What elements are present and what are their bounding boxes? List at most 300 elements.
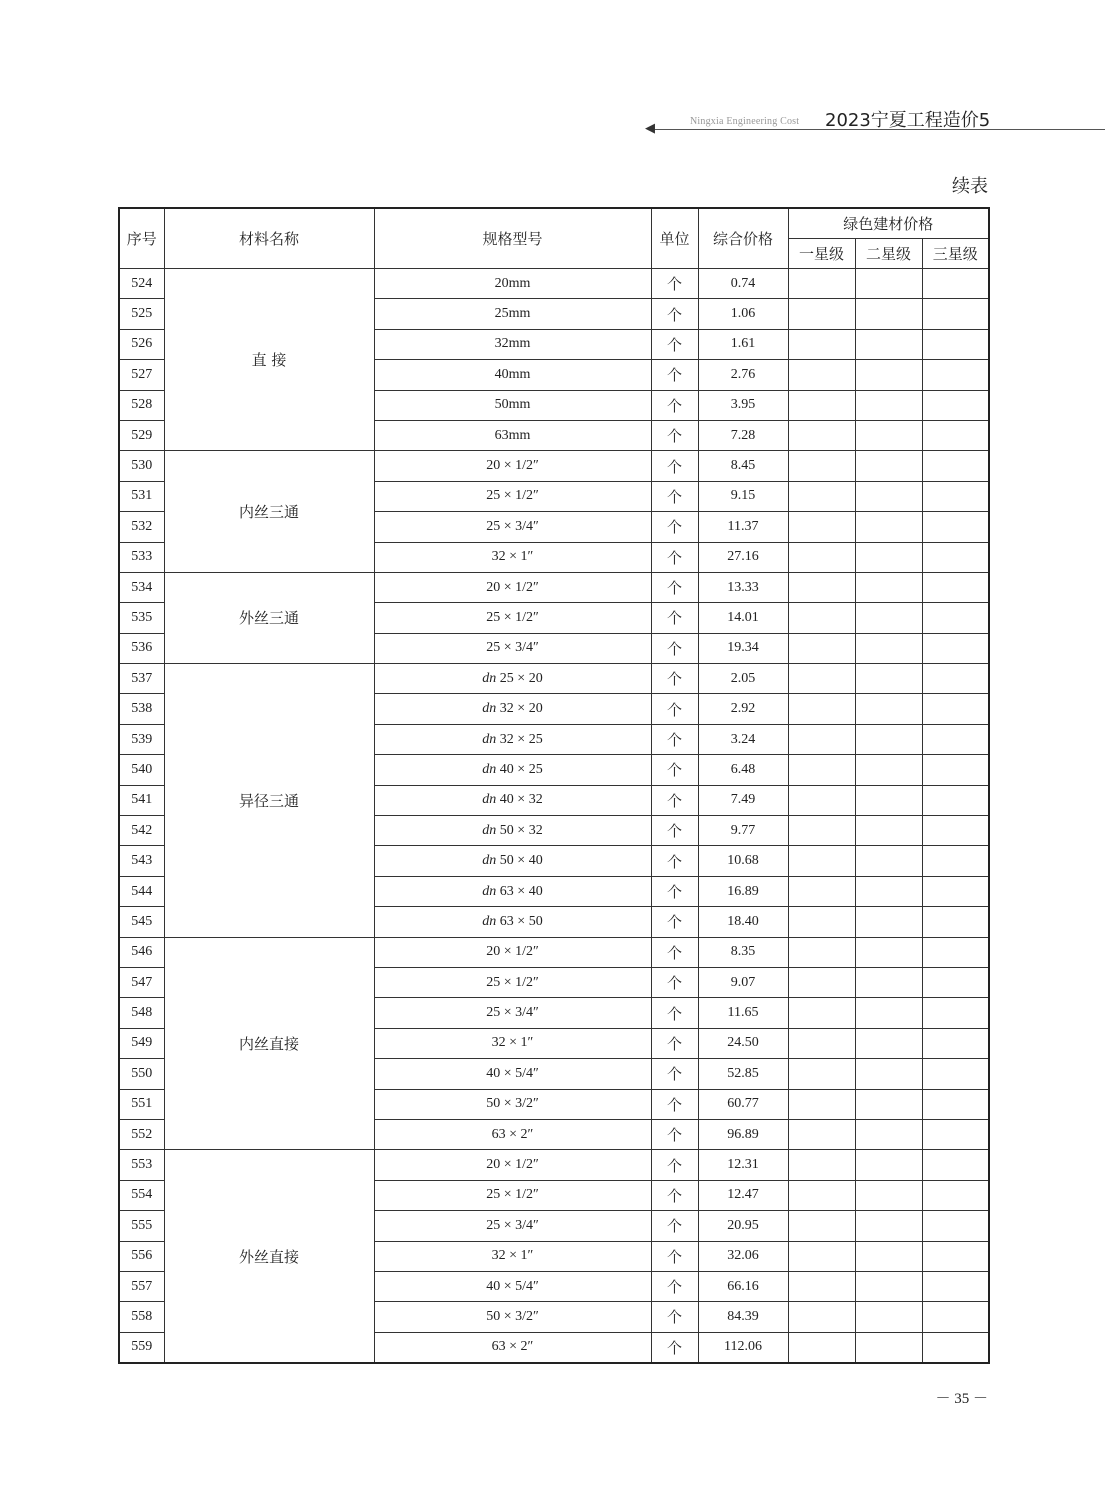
- cell-price: 112.06: [698, 1332, 788, 1363]
- cell-star1: [788, 937, 855, 967]
- cell-unit: 个: [651, 542, 698, 572]
- cell-unit: 个: [651, 1271, 698, 1301]
- cell-unit: 个: [651, 269, 698, 299]
- col-header-seq: 序号: [119, 208, 164, 269]
- cell-star3: [922, 481, 989, 511]
- cell-seq: 540: [119, 755, 164, 785]
- cell-star1: [788, 1059, 855, 1089]
- cell-price: 2.92: [698, 694, 788, 724]
- cell-unit: 个: [651, 998, 698, 1028]
- cell-unit: 个: [651, 1302, 698, 1332]
- cell-unit: 个: [651, 1089, 698, 1119]
- cell-star3: [922, 1180, 989, 1210]
- cell-unit: 个: [651, 420, 698, 450]
- spec-prefix: dn: [482, 670, 497, 686]
- cell-unit: 个: [651, 299, 698, 329]
- cell-star1: [788, 1332, 855, 1363]
- table-row: [119, 937, 989, 967]
- spec-value: 25 × 1/2″: [486, 974, 539, 990]
- cell-price: 1.61: [698, 329, 788, 359]
- cell-spec: [374, 1271, 651, 1301]
- cell-star2: [855, 1119, 922, 1149]
- cell-spec: [374, 1119, 651, 1149]
- spec-prefix: dn: [482, 731, 497, 747]
- cell-star2: [855, 1241, 922, 1271]
- cell-spec: [374, 572, 651, 602]
- cell-star3: [922, 1150, 989, 1180]
- cell-star1: [788, 420, 855, 450]
- spec-value: 40mm: [494, 366, 531, 382]
- cell-star3: [922, 390, 989, 420]
- cell-price: 32.06: [698, 1241, 788, 1271]
- cell-seq: 552: [119, 1119, 164, 1149]
- cell-unit: 个: [651, 816, 698, 846]
- cell-price: 12.31: [698, 1150, 788, 1180]
- spec-value: 25 × 3/4″: [486, 518, 539, 534]
- table-row: [119, 451, 989, 481]
- spec-value: 63 × 2″: [491, 1126, 534, 1142]
- cell-star2: [855, 1180, 922, 1210]
- cell-seq: 558: [119, 1302, 164, 1332]
- cell-unit: 个: [651, 755, 698, 785]
- cell-star3: [922, 664, 989, 694]
- cell-star2: [855, 1271, 922, 1301]
- cell-spec: [374, 724, 651, 754]
- cell-price: 19.34: [698, 633, 788, 663]
- cell-unit: 个: [651, 876, 698, 906]
- cell-price: 1.06: [698, 299, 788, 329]
- cell-seq: 542: [119, 816, 164, 846]
- cell-price: 14.01: [698, 603, 788, 633]
- cell-price: 8.45: [698, 451, 788, 481]
- cell-star1: [788, 542, 855, 572]
- cell-unit: 个: [651, 329, 698, 359]
- table-row: [119, 572, 989, 602]
- cell-star2: [855, 420, 922, 450]
- cell-star3: [922, 329, 989, 359]
- cell-spec: [374, 816, 651, 846]
- cell-star3: [922, 451, 989, 481]
- spec-prefix: dn: [482, 822, 497, 838]
- cell-unit: 个: [651, 937, 698, 967]
- cell-unit: 个: [651, 633, 698, 663]
- cell-spec: [374, 1241, 651, 1271]
- cell-spec: [374, 1302, 651, 1332]
- cell-spec: [374, 1180, 651, 1210]
- cell-seq: 533: [119, 542, 164, 572]
- cell-price: 20.95: [698, 1211, 788, 1241]
- cell-star1: [788, 876, 855, 906]
- col-header-price: 综合价格: [698, 208, 788, 269]
- cell-seq: 548: [119, 998, 164, 1028]
- cell-star3: [922, 816, 989, 846]
- cell-star2: [855, 694, 922, 724]
- cell-spec: [374, 451, 651, 481]
- col-header-unit: 单位: [651, 208, 698, 269]
- cell-star1: [788, 998, 855, 1028]
- cell-unit: 个: [651, 846, 698, 876]
- spec-prefix: dn: [482, 853, 497, 869]
- spec-value: 40 × 5/4″: [486, 1278, 539, 1294]
- cell-spec: [374, 1332, 651, 1363]
- cell-seq: 553: [119, 1150, 164, 1180]
- cell-star1: [788, 846, 855, 876]
- cell-price: 7.49: [698, 785, 788, 815]
- cell-star2: [855, 633, 922, 663]
- cell-star2: [855, 329, 922, 359]
- cell-spec: [374, 299, 651, 329]
- cell-star1: [788, 603, 855, 633]
- spec-value: 25 × 3/4″: [486, 640, 539, 656]
- cell-star2: [855, 603, 922, 633]
- cell-star2: [855, 451, 922, 481]
- cell-unit: 个: [651, 967, 698, 997]
- cell-star1: [788, 390, 855, 420]
- price-table: [118, 207, 990, 1364]
- cell-seq: 535: [119, 603, 164, 633]
- cell-star3: [922, 1211, 989, 1241]
- cell-price: 3.24: [698, 724, 788, 754]
- cell-star2: [855, 1028, 922, 1058]
- spec-prefix: dn: [482, 883, 497, 899]
- cell-star3: [922, 1302, 989, 1332]
- cell-star1: [788, 1150, 855, 1180]
- cell-star2: [855, 876, 922, 906]
- cell-star3: [922, 603, 989, 633]
- cell-spec: [374, 1059, 651, 1089]
- cell-unit: 个: [651, 1332, 698, 1363]
- cell-seq: 539: [119, 724, 164, 754]
- cell-star2: [855, 542, 922, 572]
- cell-price: 7.28: [698, 420, 788, 450]
- spec-prefix: dn: [482, 761, 497, 777]
- cell-star2: [855, 907, 922, 937]
- spec-value: 25mm: [494, 306, 531, 322]
- cell-seq: 547: [119, 967, 164, 997]
- cell-star2: [855, 998, 922, 1028]
- cell-spec: [374, 1150, 651, 1180]
- cell-unit: 个: [651, 664, 698, 694]
- spec-value: 20mm: [494, 275, 531, 291]
- spec-value: 20 × 1/2″: [486, 458, 539, 474]
- col-header-star3: 三星级: [922, 239, 989, 269]
- cell-star2: [855, 299, 922, 329]
- cell-seq: 531: [119, 481, 164, 511]
- cell-star2: [855, 785, 922, 815]
- table-row: [119, 1150, 989, 1180]
- spec-value: 32 × 25: [496, 731, 543, 747]
- cell-star1: [788, 1119, 855, 1149]
- cell-unit: 个: [651, 1119, 698, 1149]
- cell-star2: [855, 512, 922, 542]
- cell-seq: 551: [119, 1089, 164, 1119]
- cell-spec: [374, 846, 651, 876]
- cell-price: 11.37: [698, 512, 788, 542]
- cell-star1: [788, 633, 855, 663]
- cell-price: 12.47: [698, 1180, 788, 1210]
- cell-star3: [922, 998, 989, 1028]
- spec-prefix: dn: [482, 792, 497, 808]
- cell-unit: 个: [651, 1211, 698, 1241]
- cell-price: 18.40: [698, 907, 788, 937]
- cell-star3: [922, 724, 989, 754]
- header-english-title: Ningxia Engineering Cost: [690, 116, 800, 127]
- spec-value: 63 × 2″: [491, 1339, 534, 1355]
- cell-seq: 556: [119, 1241, 164, 1271]
- cell-material-name: 异径三通: [164, 664, 374, 938]
- cell-seq: 526: [119, 329, 164, 359]
- cell-star3: [922, 1059, 989, 1089]
- cell-star3: [922, 1089, 989, 1119]
- cell-spec: [374, 967, 651, 997]
- header-title: 2023宁夏工程造价5: [825, 110, 991, 131]
- cell-unit: 个: [651, 360, 698, 390]
- table-row: [119, 664, 989, 694]
- cell-star2: [855, 1332, 922, 1363]
- cell-star1: [788, 816, 855, 846]
- cell-price: 27.16: [698, 542, 788, 572]
- spec-value: 50mm: [494, 397, 531, 413]
- cell-unit: 个: [651, 1059, 698, 1089]
- cell-star2: [855, 1150, 922, 1180]
- cell-star1: [788, 907, 855, 937]
- cell-star1: [788, 694, 855, 724]
- cell-price: 60.77: [698, 1089, 788, 1119]
- spec-value: 20 × 1/2″: [486, 579, 539, 595]
- spec-value: 63 × 40: [496, 883, 543, 899]
- cell-star1: [788, 785, 855, 815]
- cell-spec: [374, 694, 651, 724]
- cell-price: 9.15: [698, 481, 788, 511]
- cell-spec: [374, 1089, 651, 1119]
- cell-price: 0.74: [698, 269, 788, 299]
- cell-spec: [374, 1028, 651, 1058]
- spec-value: 32 × 1″: [491, 1035, 534, 1051]
- cell-price: 24.50: [698, 1028, 788, 1058]
- spec-value: 25 × 1/2″: [486, 1187, 539, 1203]
- cell-spec: [374, 876, 651, 906]
- cell-seq: 532: [119, 512, 164, 542]
- cell-spec: [374, 1211, 651, 1241]
- cell-star2: [855, 1059, 922, 1089]
- cell-star1: [788, 512, 855, 542]
- cell-star2: [855, 269, 922, 299]
- cell-spec: [374, 785, 651, 815]
- cell-seq: 544: [119, 876, 164, 906]
- cell-price: 13.33: [698, 572, 788, 602]
- cell-star3: [922, 937, 989, 967]
- cell-star3: [922, 299, 989, 329]
- cell-seq: 538: [119, 694, 164, 724]
- cell-price: 2.76: [698, 360, 788, 390]
- cell-star2: [855, 967, 922, 997]
- cell-price: 9.77: [698, 816, 788, 846]
- cell-price: 6.48: [698, 755, 788, 785]
- spec-value: 50 × 3/2″: [486, 1096, 539, 1112]
- cell-star1: [788, 1271, 855, 1301]
- cell-star1: [788, 329, 855, 359]
- spec-value: 40 × 32: [496, 792, 543, 808]
- cell-star3: [922, 876, 989, 906]
- cell-spec: [374, 390, 651, 420]
- cell-seq: 524: [119, 269, 164, 299]
- cell-price: 9.07: [698, 967, 788, 997]
- cell-star2: [855, 390, 922, 420]
- cell-star3: [922, 785, 989, 815]
- cell-star2: [855, 1211, 922, 1241]
- cell-price: 84.39: [698, 1302, 788, 1332]
- cell-star2: [855, 724, 922, 754]
- spec-value: 20 × 1/2″: [486, 944, 539, 960]
- cell-star1: [788, 1089, 855, 1119]
- cell-unit: 个: [651, 907, 698, 937]
- cell-seq: 550: [119, 1059, 164, 1089]
- cell-seq: 527: [119, 360, 164, 390]
- cell-price: 66.16: [698, 1271, 788, 1301]
- cell-spec: [374, 664, 651, 694]
- cell-price: 3.95: [698, 390, 788, 420]
- cell-seq: 554: [119, 1180, 164, 1210]
- continued-label: 续表: [952, 176, 988, 197]
- cell-unit: 个: [651, 451, 698, 481]
- cell-price: 10.68: [698, 846, 788, 876]
- cell-spec: [374, 542, 651, 572]
- cell-price: 52.85: [698, 1059, 788, 1089]
- cell-star2: [855, 1089, 922, 1119]
- cell-seq: 559: [119, 1332, 164, 1363]
- spec-value: 32mm: [494, 336, 531, 352]
- cell-star3: [922, 1241, 989, 1271]
- spec-value: 25 × 3/4″: [486, 1217, 539, 1233]
- spec-value: 32 × 20: [496, 701, 543, 717]
- cell-star1: [788, 755, 855, 785]
- cell-unit: 个: [651, 1028, 698, 1058]
- spec-prefix: dn: [482, 701, 497, 717]
- page-number: － 35 －: [935, 1391, 988, 1407]
- cell-star2: [855, 664, 922, 694]
- cell-price: 2.05: [698, 664, 788, 694]
- cell-star3: [922, 269, 989, 299]
- cell-star1: [788, 967, 855, 997]
- cell-unit: 个: [651, 603, 698, 633]
- cell-price: 11.65: [698, 998, 788, 1028]
- cell-seq: 555: [119, 1211, 164, 1241]
- cell-star2: [855, 937, 922, 967]
- spec-value: 25 × 3/4″: [486, 1005, 539, 1021]
- cell-star3: [922, 512, 989, 542]
- cell-star2: [855, 572, 922, 602]
- cell-seq: 543: [119, 846, 164, 876]
- cell-star3: [922, 755, 989, 785]
- col-header-star2: 二星级: [855, 239, 922, 269]
- cell-spec: [374, 603, 651, 633]
- cell-seq: 528: [119, 390, 164, 420]
- col-header-star1: 一星级: [788, 239, 855, 269]
- cell-material-name: 直 接: [164, 269, 374, 451]
- spec-value: 20 × 1/2″: [486, 1157, 539, 1173]
- table-body: [119, 269, 989, 1364]
- running-header: [645, 104, 1105, 134]
- spec-value: 25 × 1/2″: [486, 488, 539, 504]
- cell-star1: [788, 1211, 855, 1241]
- cell-spec: [374, 329, 651, 359]
- cell-star3: [922, 1028, 989, 1058]
- spec-value: 50 × 32: [496, 822, 543, 838]
- cell-star1: [788, 299, 855, 329]
- cell-star2: [855, 816, 922, 846]
- cell-spec: [374, 998, 651, 1028]
- cell-star1: [788, 1302, 855, 1332]
- cell-unit: 个: [651, 785, 698, 815]
- cell-spec: [374, 937, 651, 967]
- cell-star3: [922, 694, 989, 724]
- cell-star2: [855, 755, 922, 785]
- spec-value: 25 × 1/2″: [486, 609, 539, 625]
- cell-unit: 个: [651, 481, 698, 511]
- cell-unit: 个: [651, 1241, 698, 1271]
- cell-seq: 546: [119, 937, 164, 967]
- cell-price: 8.35: [698, 937, 788, 967]
- cell-unit: 个: [651, 1180, 698, 1210]
- cell-spec: [374, 420, 651, 450]
- cell-seq: 549: [119, 1028, 164, 1058]
- cell-star3: [922, 1119, 989, 1149]
- cell-unit: 个: [651, 572, 698, 602]
- arrow-left-icon: ◀: [645, 121, 655, 136]
- cell-material-name: 外丝直接: [164, 1150, 374, 1363]
- cell-unit: 个: [651, 390, 698, 420]
- cell-material-name: 内丝直接: [164, 937, 374, 1150]
- cell-spec: [374, 907, 651, 937]
- spec-prefix: dn: [482, 913, 497, 929]
- cell-star1: [788, 664, 855, 694]
- spec-value: 63mm: [494, 427, 531, 443]
- cell-spec: [374, 481, 651, 511]
- cell-star1: [788, 724, 855, 754]
- cell-price: 16.89: [698, 876, 788, 906]
- cell-spec: [374, 512, 651, 542]
- cell-seq: 530: [119, 451, 164, 481]
- cell-seq: 534: [119, 572, 164, 602]
- cell-unit: 个: [651, 1150, 698, 1180]
- header-row: [119, 208, 989, 239]
- cell-star1: [788, 360, 855, 390]
- spec-value: 50 × 40: [496, 853, 543, 869]
- cell-seq: 525: [119, 299, 164, 329]
- col-header-name: 材料名称: [164, 208, 374, 269]
- cell-star1: [788, 451, 855, 481]
- cell-star3: [922, 846, 989, 876]
- cell-star2: [855, 360, 922, 390]
- spec-value: 32 × 1″: [491, 549, 534, 565]
- spec-value: 40 × 5/4″: [486, 1065, 539, 1081]
- cell-star3: [922, 1332, 989, 1363]
- cell-star1: [788, 481, 855, 511]
- spec-value: 40 × 25: [496, 761, 543, 777]
- spec-value: 25 × 20: [496, 670, 543, 686]
- spec-value: 32 × 1″: [491, 1248, 534, 1264]
- cell-seq: 541: [119, 785, 164, 815]
- cell-star2: [855, 846, 922, 876]
- table-row: [119, 269, 989, 299]
- cell-star2: [855, 481, 922, 511]
- cell-star3: [922, 360, 989, 390]
- cell-material-name: 内丝三通: [164, 451, 374, 573]
- cell-material-name: 外丝三通: [164, 572, 374, 663]
- cell-star3: [922, 572, 989, 602]
- cell-star2: [855, 1302, 922, 1332]
- cell-star3: [922, 967, 989, 997]
